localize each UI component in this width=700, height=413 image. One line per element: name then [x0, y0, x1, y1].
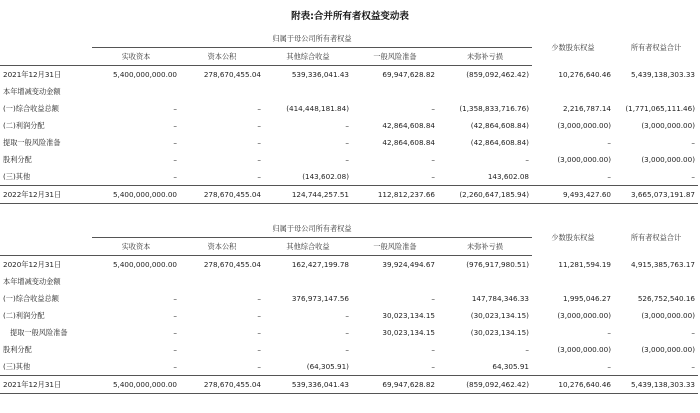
table-cell	[438, 273, 532, 290]
table-row	[0, 151, 698, 168]
table-cell: –	[173, 104, 177, 113]
minority-header: 少数股东权益	[551, 43, 595, 53]
table-cell: 162,427,199.78	[291, 260, 349, 269]
table-cell: (859,092,462.42)	[466, 70, 529, 79]
table-cell: 147,784,346.33	[471, 294, 529, 303]
row-label: 本年增减变动金额	[3, 277, 61, 286]
table-cell: –	[173, 294, 177, 303]
table-cell: –	[607, 138, 611, 147]
table-cell	[532, 83, 614, 100]
table-cell	[180, 83, 264, 100]
table-cell: –	[257, 311, 261, 320]
row-label: (三)其他	[3, 362, 31, 371]
col-header-oci: 其他综合收益	[264, 48, 352, 66]
table-cell: 69,947,628.82	[382, 70, 435, 79]
table-cell: 5,400,000,000.00	[112, 260, 177, 269]
table-cell: (976,917,980.51)	[466, 260, 529, 269]
table-cell: –	[345, 328, 349, 337]
table-cell: –	[431, 362, 435, 371]
table-cell: 539,336,041.43	[264, 376, 352, 394]
table-cell: 69,947,628.82	[352, 376, 438, 394]
table-cell: (1,771,065,111.46)	[625, 104, 695, 113]
table-cell: –	[431, 294, 435, 303]
parent-group-header: 归属于母公司所有者权益	[92, 30, 532, 48]
table-cell: 39,924,494.67	[382, 260, 435, 269]
table-cell: –	[173, 345, 177, 354]
table-cell: –	[607, 328, 611, 337]
table-cell: (42,864,608.84)	[470, 138, 529, 147]
table-cell: 278,670,455.04	[180, 376, 264, 394]
table-cell	[180, 273, 264, 290]
table-cell: –	[173, 155, 177, 164]
row-label: (二)利润分配	[3, 311, 45, 320]
table-row	[0, 66, 698, 84]
table-cell: –	[345, 138, 349, 147]
table-cell	[352, 273, 438, 290]
table-cell: 10,276,640.46	[558, 69, 611, 79]
row-label: (三)其他	[3, 172, 31, 181]
table-cell: –	[607, 362, 611, 371]
table-row	[0, 256, 698, 274]
table-cell: 143,602.08	[487, 172, 529, 181]
table-cell: 42,864,608.84	[382, 138, 435, 147]
table-cell: –	[257, 155, 261, 164]
table-cell: –	[173, 172, 177, 181]
col-header-oci: 其他综合收益	[264, 238, 352, 256]
row-label: 2021年12月31日	[3, 70, 62, 79]
table-cell: –	[173, 138, 177, 147]
table-cell: 64,305.91	[492, 362, 529, 371]
parent-group-header: 归属于母公司所有者权益	[92, 220, 532, 238]
total-header: 所有者权益合计	[630, 43, 682, 53]
col-header-uncovered-loss: 未弥补亏损	[438, 48, 532, 66]
table-cell: –	[431, 155, 435, 164]
row-label: (二)利润分配	[3, 121, 45, 130]
row-label: 2021年12月31日	[0, 376, 92, 394]
table-cell: –	[345, 311, 349, 320]
table-cell: 278,670,455.04	[180, 186, 264, 204]
table-cell: 278,670,455.04	[203, 260, 261, 269]
table-cell: 376,973,147.56	[291, 294, 349, 303]
row-label: (一)综合收益总额	[3, 294, 59, 303]
row-label: 股利分配	[3, 155, 32, 164]
table-cell	[264, 83, 352, 100]
table-cell: –	[345, 345, 349, 354]
table-cell: 278,670,455.04	[203, 70, 261, 79]
table-cell: (64,305.91)	[306, 362, 349, 371]
table-cell: 5,400,000,000.00	[92, 376, 180, 394]
table-cell: –	[431, 172, 435, 181]
table-cell: (859,092,462.42)	[438, 376, 532, 394]
table-cell: (3,000,000.00)	[641, 345, 695, 354]
row-label: 本年增减变动金额	[3, 87, 61, 96]
table-cell: –	[257, 104, 261, 113]
table-cell	[532, 273, 614, 290]
table-cell: –	[431, 104, 435, 113]
total-header: 所有者权益合计	[630, 233, 682, 243]
row-label: (一)综合收益总额	[3, 104, 59, 113]
table-cell: –	[691, 172, 695, 181]
table-cell	[92, 83, 180, 100]
row-label: 股利分配	[3, 345, 32, 354]
table-cell: 526,752,540.16	[637, 294, 695, 303]
col-header-paid-in: 实收资本	[92, 238, 180, 256]
table-row	[0, 273, 698, 290]
table-cell: (3,000,000.00)	[557, 155, 611, 164]
table-row	[0, 307, 698, 324]
col-header-uncovered-loss: 未弥补亏损	[438, 238, 532, 256]
table-cell: –	[257, 138, 261, 147]
col-header-risk-reserve: 一般风险准备	[352, 48, 438, 66]
row-label: 提取一般风险准备	[3, 138, 61, 147]
table-cell: (30,023,134.15)	[470, 328, 529, 337]
table-cell: –	[431, 345, 435, 354]
table-cell: 5,400,000,000.00	[92, 186, 180, 204]
table-cell: 30,023,134.15	[382, 311, 435, 320]
header-group-row	[0, 220, 698, 238]
table-cell: (3,000,000.00)	[641, 311, 695, 320]
table-cell: 4,915,385,763.17	[630, 259, 695, 269]
minority-header: 少数股东权益	[551, 233, 595, 243]
table-cell: –	[691, 362, 695, 371]
table-row	[0, 358, 698, 376]
col-header-risk-reserve: 一般风险准备	[352, 238, 438, 256]
table-cell: –	[691, 328, 695, 337]
table-cell: 5,400,000,000.00	[112, 70, 177, 79]
col-header-capital-reserve: 资本公积	[180, 48, 264, 66]
table-cell: –	[173, 328, 177, 337]
table-cell: (3,000,000.00)	[641, 155, 695, 164]
table-cell: –	[257, 345, 261, 354]
table-cell: (1,358,833,716.76)	[459, 104, 529, 113]
table-cell	[438, 83, 532, 100]
table-row	[0, 290, 698, 307]
table-cell: 1,995,046.27	[562, 294, 611, 303]
table-cell: 2,216,787.14	[562, 104, 611, 113]
table-cell	[92, 273, 180, 290]
table-cell: –	[257, 328, 261, 337]
table-cell	[352, 83, 438, 100]
table-cell	[614, 273, 698, 290]
table-row	[0, 134, 698, 151]
table-cell: (3,000,000.00)	[557, 345, 611, 354]
table-cell: (42,864,608.84)	[470, 121, 529, 130]
table-cell: –	[691, 138, 695, 147]
table-cell: 42,864,608.84	[382, 121, 435, 130]
table-cell: (30,023,134.15)	[470, 311, 529, 320]
row-label: 2022年12月31日	[0, 186, 92, 204]
row-label: 2020年12月31日	[3, 260, 62, 269]
table-cell: 124,744,257.51	[264, 186, 352, 204]
table-cell: (3,000,000.00)	[557, 121, 611, 130]
table-cell: –	[173, 121, 177, 130]
table-cell: 3,665,073,191.87	[614, 186, 698, 204]
row-label: 提取一般风险准备	[10, 328, 68, 337]
table-cell: (3,000,000.00)	[557, 311, 611, 320]
table-cell: 30,023,134.15	[382, 328, 435, 337]
table-cell: –	[525, 155, 529, 164]
header-group-row	[0, 30, 698, 48]
table-cell: 9,493,427.60	[532, 186, 614, 204]
page-title: 附表:合并所有者权益变动表	[291, 11, 409, 22]
table-cell: 112,812,237.66	[352, 186, 438, 204]
table-cell: –	[345, 155, 349, 164]
table-cell: –	[257, 121, 261, 130]
table-cell: –	[525, 345, 529, 354]
table-row	[0, 168, 698, 186]
table-cell: 5,439,138,303.33	[630, 69, 695, 79]
equity-table-2021	[0, 220, 698, 394]
table-row	[0, 117, 698, 134]
table-cell: –	[345, 121, 349, 130]
table-cell: (3,000,000.00)	[641, 121, 695, 130]
table-cell: –	[257, 362, 261, 371]
table-row	[0, 186, 698, 204]
table-cell	[264, 273, 352, 290]
table-cell: 5,439,138,303.33	[614, 376, 698, 394]
col-header-paid-in: 实收资本	[92, 48, 180, 66]
table-row	[0, 376, 698, 394]
table-row	[0, 324, 698, 341]
table-cell: 11,281,594.19	[558, 259, 611, 269]
table-row	[0, 100, 698, 117]
col-header-capital-reserve: 资本公积	[180, 238, 264, 256]
table-cell: –	[607, 172, 611, 181]
table-cell: –	[173, 311, 177, 320]
table-cell: –	[257, 294, 261, 303]
table-cell: 539,336,041.43	[291, 70, 349, 79]
table-cell: –	[173, 362, 177, 371]
equity-table-2022	[0, 30, 698, 204]
table-row	[0, 341, 698, 358]
table-cell	[614, 83, 698, 100]
table-cell: (143,602.08)	[302, 172, 349, 181]
table-cell: (414,448,181.84)	[286, 104, 349, 113]
table-row	[0, 83, 698, 100]
table-cell: 10,276,640.46	[532, 376, 614, 394]
table-cell: –	[257, 172, 261, 181]
table-cell: (2,260,647,185.94)	[438, 186, 532, 204]
